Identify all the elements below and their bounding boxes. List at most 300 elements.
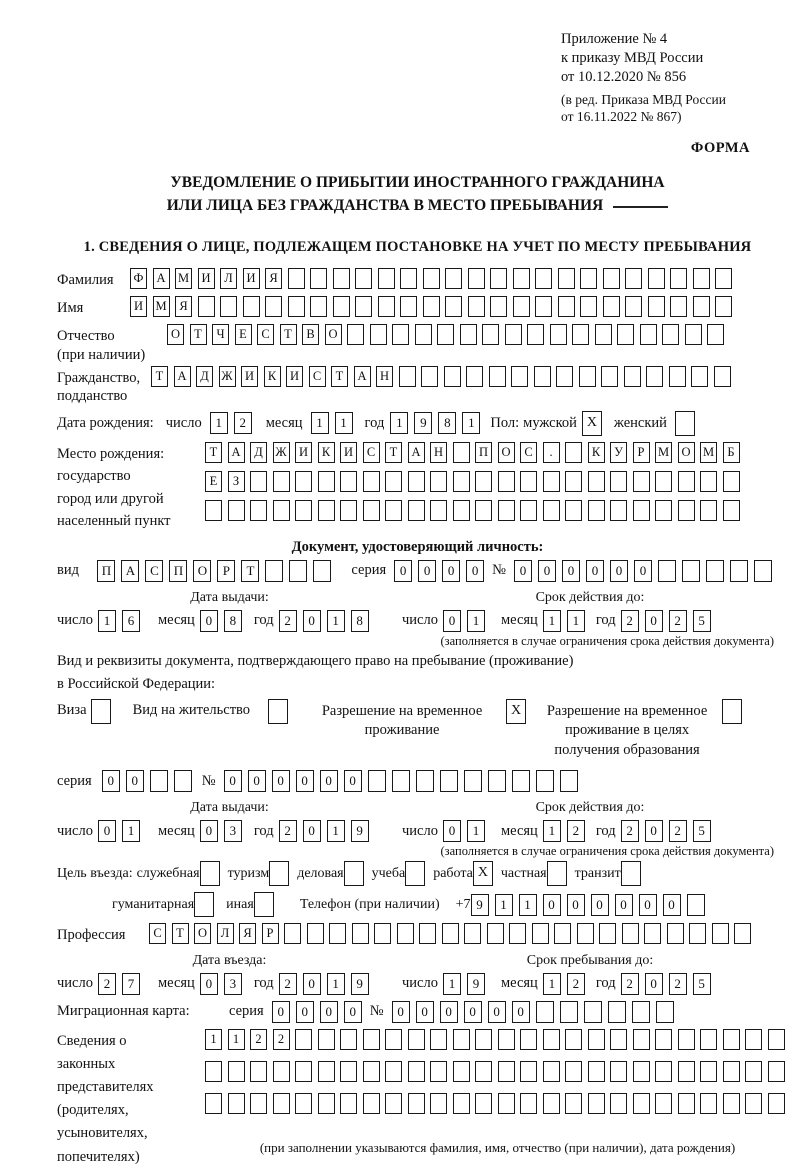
char-cell[interactable] xyxy=(648,268,665,289)
char-cell[interactable]: Ж xyxy=(219,366,236,387)
char-cell[interactable] xyxy=(667,923,684,944)
char-cell[interactable]: 1 xyxy=(467,820,485,842)
char-cell[interactable]: 0 xyxy=(303,973,321,995)
char-cell[interactable] xyxy=(498,1061,515,1082)
char-cell[interactable]: С xyxy=(520,442,537,463)
char-cell[interactable] xyxy=(678,471,695,492)
char-cell[interactable]: 0 xyxy=(126,770,144,792)
char-cell[interactable] xyxy=(610,1093,627,1114)
char-cell[interactable]: 0 xyxy=(102,770,120,792)
char-cell[interactable] xyxy=(440,770,458,792)
char-cell[interactable] xyxy=(453,1029,470,1050)
char-cell[interactable]: Я xyxy=(175,296,192,317)
char-cell[interactable]: 0 xyxy=(98,820,116,842)
char-cell[interactable] xyxy=(534,366,551,387)
char-cell[interactable]: Т xyxy=(172,923,189,944)
char-cell[interactable] xyxy=(228,1061,245,1082)
char-cell[interactable] xyxy=(399,366,416,387)
char-cell[interactable]: 0 xyxy=(645,610,663,632)
char-cell[interactable] xyxy=(475,500,492,521)
char-cell[interactable] xyxy=(610,1029,627,1050)
char-cell[interactable] xyxy=(577,923,594,944)
char-cell[interactable] xyxy=(513,268,530,289)
char-cell[interactable] xyxy=(734,923,751,944)
char-cell[interactable]: Е xyxy=(235,324,252,345)
char-cell[interactable]: И xyxy=(286,366,303,387)
char-cell[interactable]: Т xyxy=(190,324,207,345)
char-cell[interactable] xyxy=(408,1061,425,1082)
char-cell[interactable] xyxy=(368,770,386,792)
char-cell[interactable]: А xyxy=(228,442,245,463)
char-cell[interactable]: 0 xyxy=(591,894,609,916)
char-cell[interactable] xyxy=(512,770,530,792)
char-cell[interactable]: 1 xyxy=(495,894,513,916)
char-cell[interactable] xyxy=(475,1061,492,1082)
char-cell[interactable] xyxy=(363,500,380,521)
char-cell[interactable] xyxy=(700,471,717,492)
char-cell[interactable]: 2 xyxy=(273,1029,290,1050)
char-cell[interactable]: 1 xyxy=(543,820,561,842)
char-cell[interactable]: 0 xyxy=(464,1001,482,1023)
purpose-humanitarian-checkbox[interactable] xyxy=(194,892,214,917)
char-cell[interactable] xyxy=(565,1029,582,1050)
char-cell[interactable]: 0 xyxy=(543,894,561,916)
char-cell[interactable]: Л xyxy=(220,268,237,289)
char-cell[interactable]: 0 xyxy=(615,894,633,916)
char-cell[interactable]: 6 xyxy=(122,610,140,632)
char-cell[interactable]: Т xyxy=(280,324,297,345)
char-cell[interactable]: 0 xyxy=(303,610,321,632)
char-cell[interactable]: 0 xyxy=(394,560,412,582)
char-cell[interactable] xyxy=(445,268,462,289)
char-cell[interactable]: П xyxy=(169,560,187,582)
char-cell[interactable]: 5 xyxy=(693,820,711,842)
char-cell[interactable]: 1 xyxy=(390,412,408,434)
char-cell[interactable] xyxy=(632,1001,650,1023)
char-cell[interactable] xyxy=(511,366,528,387)
char-cell[interactable] xyxy=(509,923,526,944)
char-cell[interactable]: О xyxy=(498,442,515,463)
char-cell[interactable] xyxy=(536,770,554,792)
char-cell[interactable] xyxy=(558,296,575,317)
sex-male-checkbox[interactable]: X xyxy=(582,411,602,436)
char-cell[interactable]: П xyxy=(97,560,115,582)
char-cell[interactable] xyxy=(397,923,414,944)
char-cell[interactable]: Н xyxy=(376,366,393,387)
char-cell[interactable] xyxy=(572,324,589,345)
char-cell[interactable] xyxy=(691,366,708,387)
char-cell[interactable] xyxy=(678,1029,695,1050)
char-cell[interactable] xyxy=(662,324,679,345)
char-cell[interactable]: 0 xyxy=(443,610,461,632)
char-cell[interactable] xyxy=(408,471,425,492)
char-cell[interactable] xyxy=(363,1061,380,1082)
char-cell[interactable]: Ч xyxy=(212,324,229,345)
char-cell[interactable] xyxy=(655,1061,672,1082)
char-cell[interactable]: Т xyxy=(385,442,402,463)
char-cell[interactable]: А xyxy=(354,366,371,387)
char-cell[interactable]: 0 xyxy=(303,820,321,842)
char-cell[interactable] xyxy=(363,471,380,492)
char-cell[interactable]: О xyxy=(167,324,184,345)
char-cell[interactable]: 0 xyxy=(296,770,314,792)
char-cell[interactable]: О xyxy=(194,923,211,944)
char-cell[interactable] xyxy=(385,1029,402,1050)
char-cell[interactable]: 0 xyxy=(392,1001,410,1023)
char-cell[interactable]: Р xyxy=(217,560,235,582)
char-cell[interactable]: 2 xyxy=(669,820,687,842)
char-cell[interactable] xyxy=(273,471,290,492)
char-cell[interactable] xyxy=(640,324,657,345)
char-cell[interactable]: 0 xyxy=(634,560,652,582)
char-cell[interactable] xyxy=(584,1001,602,1023)
char-cell[interactable] xyxy=(340,1093,357,1114)
char-cell[interactable] xyxy=(723,1061,740,1082)
char-cell[interactable]: 1 xyxy=(567,610,585,632)
char-cell[interactable] xyxy=(174,770,192,792)
char-cell[interactable] xyxy=(419,923,436,944)
char-cell[interactable] xyxy=(656,1001,674,1023)
char-cell[interactable]: У xyxy=(610,442,627,463)
char-cell[interactable] xyxy=(700,1093,717,1114)
char-cell[interactable] xyxy=(580,296,597,317)
char-cell[interactable] xyxy=(520,1061,537,1082)
char-cell[interactable] xyxy=(520,500,537,521)
char-cell[interactable]: 0 xyxy=(344,1001,362,1023)
char-cell[interactable] xyxy=(715,296,732,317)
char-cell[interactable] xyxy=(543,1029,560,1050)
char-cell[interactable] xyxy=(700,500,717,521)
char-cell[interactable] xyxy=(468,268,485,289)
char-cell[interactable]: К xyxy=(318,442,335,463)
char-cell[interactable] xyxy=(768,1093,785,1114)
char-cell[interactable] xyxy=(633,1093,650,1114)
sex-female-checkbox[interactable] xyxy=(675,411,695,436)
char-cell[interactable] xyxy=(468,296,485,317)
char-cell[interactable] xyxy=(150,770,168,792)
char-cell[interactable] xyxy=(273,1061,290,1082)
char-cell[interactable] xyxy=(363,1093,380,1114)
char-cell[interactable]: 0 xyxy=(567,894,585,916)
char-cell[interactable] xyxy=(400,296,417,317)
char-cell[interactable] xyxy=(543,1061,560,1082)
char-cell[interactable] xyxy=(423,268,440,289)
char-cell[interactable] xyxy=(682,560,700,582)
char-cell[interactable] xyxy=(310,296,327,317)
char-cell[interactable]: 0 xyxy=(663,894,681,916)
char-cell[interactable]: А xyxy=(408,442,425,463)
char-cell[interactable]: 0 xyxy=(639,894,657,916)
char-cell[interactable]: 0 xyxy=(344,770,362,792)
char-cell[interactable] xyxy=(392,770,410,792)
char-cell[interactable]: И xyxy=(340,442,357,463)
char-cell[interactable] xyxy=(408,1093,425,1114)
char-cell[interactable] xyxy=(610,471,627,492)
char-cell[interactable]: 1 xyxy=(462,412,480,434)
char-cell[interactable]: 3 xyxy=(224,820,242,842)
char-cell[interactable]: 0 xyxy=(562,560,580,582)
char-cell[interactable]: 1 xyxy=(205,1029,222,1050)
char-cell[interactable] xyxy=(453,471,470,492)
char-cell[interactable] xyxy=(416,770,434,792)
char-cell[interactable]: 0 xyxy=(442,560,460,582)
char-cell[interactable] xyxy=(580,268,597,289)
char-cell[interactable]: 0 xyxy=(320,770,338,792)
char-cell[interactable] xyxy=(318,1029,335,1050)
char-cell[interactable] xyxy=(363,1029,380,1050)
char-cell[interactable] xyxy=(295,1093,312,1114)
char-cell[interactable] xyxy=(333,296,350,317)
char-cell[interactable] xyxy=(295,471,312,492)
char-cell[interactable] xyxy=(687,894,705,916)
char-cell[interactable] xyxy=(318,500,335,521)
char-cell[interactable]: 1 xyxy=(543,610,561,632)
char-cell[interactable] xyxy=(730,560,748,582)
char-cell[interactable]: 2 xyxy=(621,973,639,995)
char-cell[interactable] xyxy=(482,324,499,345)
char-cell[interactable]: С xyxy=(257,324,274,345)
char-cell[interactable] xyxy=(655,500,672,521)
char-cell[interactable] xyxy=(498,471,515,492)
char-cell[interactable] xyxy=(644,923,661,944)
char-cell[interactable]: 2 xyxy=(234,412,252,434)
char-cell[interactable]: 0 xyxy=(320,1001,338,1023)
char-cell[interactable]: Р xyxy=(633,442,650,463)
char-cell[interactable] xyxy=(595,324,612,345)
char-cell[interactable] xyxy=(430,1061,447,1082)
char-cell[interactable] xyxy=(678,500,695,521)
char-cell[interactable]: Ф xyxy=(130,268,147,289)
char-cell[interactable] xyxy=(565,500,582,521)
char-cell[interactable] xyxy=(442,923,459,944)
char-cell[interactable] xyxy=(588,471,605,492)
char-cell[interactable]: 2 xyxy=(250,1029,267,1050)
char-cell[interactable] xyxy=(352,923,369,944)
char-cell[interactable] xyxy=(198,296,215,317)
char-cell[interactable] xyxy=(310,268,327,289)
char-cell[interactable] xyxy=(655,1093,672,1114)
char-cell[interactable] xyxy=(475,471,492,492)
char-cell[interactable] xyxy=(374,923,391,944)
char-cell[interactable]: 0 xyxy=(224,770,242,792)
char-cell[interactable] xyxy=(658,560,676,582)
char-cell[interactable] xyxy=(700,1061,717,1082)
char-cell[interactable] xyxy=(745,1029,762,1050)
char-cell[interactable] xyxy=(712,923,729,944)
char-cell[interactable] xyxy=(289,560,307,582)
char-cell[interactable] xyxy=(313,560,331,582)
option-temp-residence-checkbox[interactable]: X xyxy=(506,699,526,724)
char-cell[interactable] xyxy=(265,560,283,582)
char-cell[interactable] xyxy=(385,1061,402,1082)
option-temp-residence-education-checkbox[interactable] xyxy=(722,699,742,724)
char-cell[interactable] xyxy=(347,324,364,345)
char-cell[interactable]: 8 xyxy=(224,610,242,632)
char-cell[interactable]: 2 xyxy=(279,610,297,632)
char-cell[interactable] xyxy=(603,268,620,289)
char-cell[interactable] xyxy=(678,1061,695,1082)
purpose-tourism-checkbox[interactable] xyxy=(269,861,289,886)
char-cell[interactable]: М xyxy=(175,268,192,289)
char-cell[interactable] xyxy=(460,324,477,345)
char-cell[interactable]: А xyxy=(121,560,139,582)
char-cell[interactable] xyxy=(723,471,740,492)
char-cell[interactable]: 3 xyxy=(224,973,242,995)
char-cell[interactable]: 1 xyxy=(327,610,345,632)
char-cell[interactable] xyxy=(453,1093,470,1114)
char-cell[interactable]: Т xyxy=(205,442,222,463)
char-cell[interactable] xyxy=(205,1093,222,1114)
char-cell[interactable] xyxy=(535,268,552,289)
char-cell[interactable] xyxy=(498,1029,515,1050)
char-cell[interactable] xyxy=(340,1061,357,1082)
char-cell[interactable]: 2 xyxy=(669,973,687,995)
char-cell[interactable] xyxy=(318,1061,335,1082)
char-cell[interactable] xyxy=(707,324,724,345)
char-cell[interactable]: 5 xyxy=(693,610,711,632)
char-cell[interactable]: 1 xyxy=(228,1029,245,1050)
char-cell[interactable] xyxy=(655,471,672,492)
char-cell[interactable] xyxy=(340,500,357,521)
char-cell[interactable] xyxy=(453,500,470,521)
char-cell[interactable] xyxy=(318,471,335,492)
purpose-private-checkbox[interactable] xyxy=(547,861,567,886)
char-cell[interactable] xyxy=(430,1029,447,1050)
char-cell[interactable]: 1 xyxy=(327,820,345,842)
char-cell[interactable]: О xyxy=(325,324,342,345)
char-cell[interactable] xyxy=(487,923,504,944)
char-cell[interactable] xyxy=(284,923,301,944)
char-cell[interactable] xyxy=(715,268,732,289)
char-cell[interactable]: Р xyxy=(262,923,279,944)
char-cell[interactable] xyxy=(333,268,350,289)
char-cell[interactable] xyxy=(370,324,387,345)
char-cell[interactable]: 1 xyxy=(311,412,329,434)
char-cell[interactable]: 0 xyxy=(466,560,484,582)
char-cell[interactable]: 0 xyxy=(272,1001,290,1023)
char-cell[interactable] xyxy=(520,1093,537,1114)
char-cell[interactable] xyxy=(490,268,507,289)
char-cell[interactable]: П xyxy=(475,442,492,463)
char-cell[interactable]: 9 xyxy=(414,412,432,434)
char-cell[interactable] xyxy=(768,1029,785,1050)
char-cell[interactable] xyxy=(520,471,537,492)
char-cell[interactable] xyxy=(288,268,305,289)
purpose-business-checkbox[interactable] xyxy=(344,861,364,886)
char-cell[interactable] xyxy=(498,1093,515,1114)
char-cell[interactable] xyxy=(655,1029,672,1050)
char-cell[interactable] xyxy=(693,296,710,317)
char-cell[interactable] xyxy=(318,1093,335,1114)
char-cell[interactable]: 0 xyxy=(440,1001,458,1023)
char-cell[interactable] xyxy=(307,923,324,944)
char-cell[interactable] xyxy=(565,471,582,492)
char-cell[interactable] xyxy=(205,500,222,521)
char-cell[interactable] xyxy=(685,324,702,345)
char-cell[interactable] xyxy=(437,324,454,345)
char-cell[interactable]: 1 xyxy=(335,412,353,434)
char-cell[interactable] xyxy=(648,296,665,317)
char-cell[interactable]: 0 xyxy=(610,560,628,582)
char-cell[interactable] xyxy=(670,268,687,289)
char-cell[interactable] xyxy=(453,1061,470,1082)
char-cell[interactable] xyxy=(475,1093,492,1114)
char-cell[interactable] xyxy=(625,296,642,317)
char-cell[interactable] xyxy=(669,366,686,387)
char-cell[interactable] xyxy=(250,500,267,521)
char-cell[interactable] xyxy=(430,471,447,492)
char-cell[interactable] xyxy=(588,1093,605,1114)
char-cell[interactable] xyxy=(453,442,470,463)
char-cell[interactable] xyxy=(243,296,260,317)
char-cell[interactable]: Н xyxy=(430,442,447,463)
char-cell[interactable] xyxy=(610,500,627,521)
char-cell[interactable]: Е xyxy=(205,471,222,492)
char-cell[interactable]: Т xyxy=(151,366,168,387)
char-cell[interactable] xyxy=(400,268,417,289)
char-cell[interactable]: М xyxy=(153,296,170,317)
char-cell[interactable]: 7 xyxy=(122,973,140,995)
char-cell[interactable]: 0 xyxy=(248,770,266,792)
char-cell[interactable]: 2 xyxy=(279,973,297,995)
char-cell[interactable] xyxy=(723,500,740,521)
char-cell[interactable]: 0 xyxy=(512,1001,530,1023)
char-cell[interactable] xyxy=(768,1061,785,1082)
char-cell[interactable] xyxy=(633,500,650,521)
char-cell[interactable] xyxy=(536,1001,554,1023)
char-cell[interactable] xyxy=(689,923,706,944)
char-cell[interactable] xyxy=(408,500,425,521)
char-cell[interactable] xyxy=(556,366,573,387)
purpose-study-checkbox[interactable] xyxy=(405,861,425,886)
char-cell[interactable]: Ж xyxy=(273,442,290,463)
char-cell[interactable] xyxy=(560,770,578,792)
char-cell[interactable]: 2 xyxy=(567,820,585,842)
char-cell[interactable] xyxy=(579,366,596,387)
char-cell[interactable] xyxy=(340,471,357,492)
char-cell[interactable] xyxy=(423,296,440,317)
char-cell[interactable]: 1 xyxy=(543,973,561,995)
char-cell[interactable] xyxy=(464,923,481,944)
char-cell[interactable] xyxy=(329,923,346,944)
char-cell[interactable]: Л xyxy=(217,923,234,944)
char-cell[interactable] xyxy=(543,1093,560,1114)
char-cell[interactable]: 1 xyxy=(98,610,116,632)
char-cell[interactable] xyxy=(464,770,482,792)
char-cell[interactable]: А xyxy=(174,366,191,387)
char-cell[interactable] xyxy=(466,366,483,387)
char-cell[interactable]: 2 xyxy=(567,973,585,995)
char-cell[interactable]: 1 xyxy=(467,610,485,632)
char-cell[interactable]: И xyxy=(130,296,147,317)
char-cell[interactable] xyxy=(355,268,372,289)
char-cell[interactable]: И xyxy=(198,268,215,289)
char-cell[interactable] xyxy=(565,1061,582,1082)
char-cell[interactable] xyxy=(550,324,567,345)
char-cell[interactable] xyxy=(295,1029,312,1050)
char-cell[interactable] xyxy=(723,1093,740,1114)
char-cell[interactable] xyxy=(205,1061,222,1082)
char-cell[interactable] xyxy=(385,500,402,521)
char-cell[interactable] xyxy=(340,1029,357,1050)
char-cell[interactable] xyxy=(288,296,305,317)
char-cell[interactable]: 9 xyxy=(351,973,369,995)
char-cell[interactable]: З xyxy=(228,471,245,492)
char-cell[interactable]: М xyxy=(655,442,672,463)
char-cell[interactable] xyxy=(543,500,560,521)
char-cell[interactable]: Д xyxy=(196,366,213,387)
char-cell[interactable] xyxy=(489,366,506,387)
